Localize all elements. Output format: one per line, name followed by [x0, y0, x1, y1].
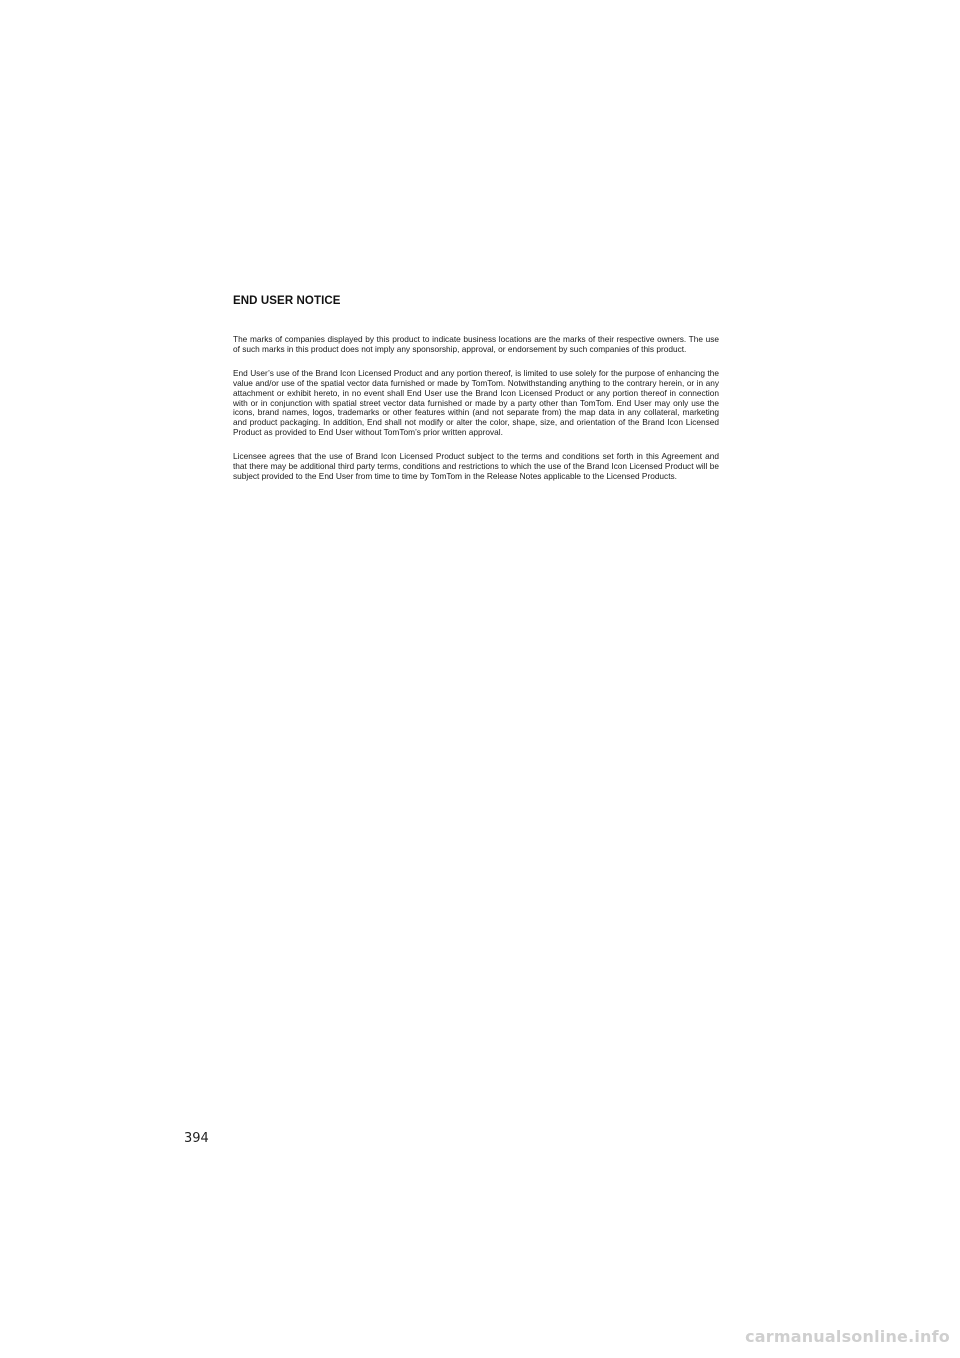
watermark: carmanualsonline.info — [745, 1327, 950, 1346]
notice-body — [233, 335, 719, 496]
notice-paragraph-marks: The marks of companies displayed by this product to indicate business locations are the marks of their respective owners. The use of such marks in this product does not imply any sponsorship, approval, or endorsement by such companies of this product. — [233, 334, 719, 354]
page-number: 394 — [184, 1131, 209, 1146]
page-title: END USER NOTICE — [233, 295, 341, 307]
notice-paragraph-brand-icon-use: End User’s use of the Brand Icon Licensed Product and any portion thereof, is limited to use solely for the purpose of enhancing the value and/or use of the spatial vector data furnished or made by TomTom. Notwithstanding anything to the contrary herein, or in any attachment or exhibit hereto, in no event shall End User use the Brand Icon Licensed Product or any portion thereof in connection with or in conjunction with spatial street vector data furnished or made by a party other than TomTom. End User may only use the icons, brand names, logos, trademarks or other features within (and not separate from) the map data in any collateral, marketing and product packaging. In addition, End shall not modify or alter the color, shape, size, and orientation of the Brand Icon Licensed Product as provided to End User without TomTom’s prior written approval. — [233, 367, 719, 438]
notice-paragraph-licensee-agreement: Licensee agrees that the use of Brand Icon Licensed Product subject to the terms and conditions set forth in this Agreement and that there may be additional third party terms, conditions and restrictions to which the use of the Brand Icon Licensed Product will be subject provided to the End User from time to time by TomTom in the Release Notes applicable to the Licensed Products. — [233, 451, 719, 481]
